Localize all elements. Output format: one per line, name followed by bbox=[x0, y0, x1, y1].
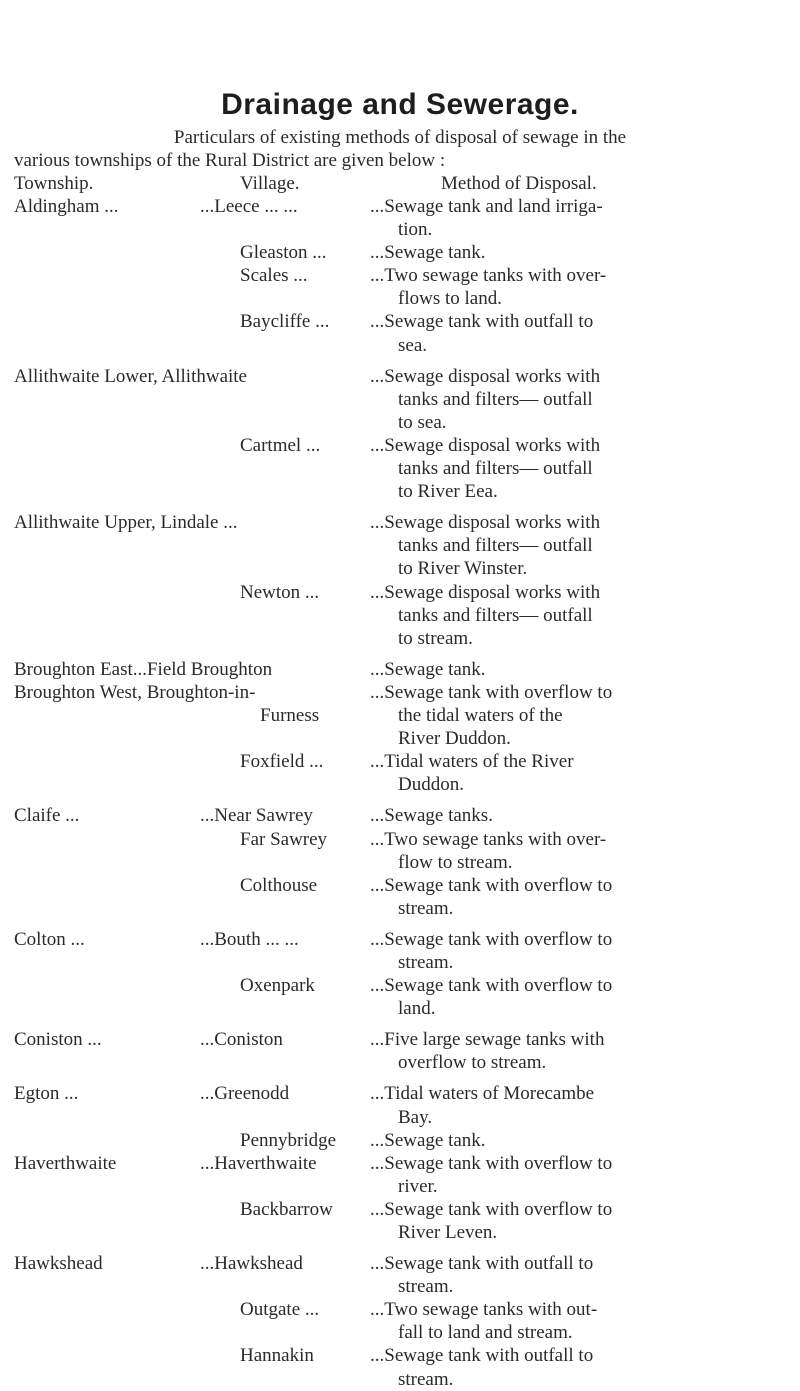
method-line: stream. bbox=[398, 897, 454, 919]
method-line: stream. bbox=[398, 1276, 454, 1298]
table-row bbox=[0, 1028, 800, 1074]
method-line: ...Two sewage tanks with out- bbox=[370, 1299, 598, 1321]
method-line: stream. bbox=[398, 1368, 454, 1390]
method-line: ...Sewage tank with outfall to bbox=[370, 1253, 594, 1275]
method-line: ...Sewage tank. bbox=[370, 242, 486, 264]
method-line: fall to land and stream. bbox=[398, 1322, 573, 1344]
method-line: ...Sewage tank. bbox=[370, 658, 486, 680]
village-cell: ...Haverthwaite bbox=[200, 1152, 317, 1174]
method-line: tanks and filters— outfall bbox=[398, 604, 593, 626]
table-row bbox=[0, 511, 800, 580]
method-line: River Leven. bbox=[398, 1222, 498, 1244]
table-row bbox=[0, 928, 800, 974]
township-cell: Claife ... bbox=[14, 805, 80, 827]
method-line: ...Sewage tank. bbox=[370, 1129, 486, 1151]
method-cell bbox=[370, 581, 790, 650]
column-header-township: Township. bbox=[14, 173, 94, 194]
method-cell bbox=[370, 310, 790, 356]
method-cell bbox=[370, 511, 790, 580]
method-cell bbox=[370, 928, 790, 974]
method-cell bbox=[370, 264, 790, 310]
table-row bbox=[0, 1298, 800, 1344]
method-line: Duddon. bbox=[398, 774, 464, 796]
table-row bbox=[0, 365, 800, 434]
village-cell: Hannakin bbox=[240, 1345, 314, 1367]
table-row bbox=[0, 1344, 800, 1390]
township-cell: Hawkshead bbox=[14, 1253, 103, 1275]
method-cell bbox=[370, 1344, 790, 1390]
village-cell: Newton ... bbox=[240, 581, 320, 603]
method-cell bbox=[370, 195, 790, 241]
method-line: stream. bbox=[398, 951, 454, 973]
table-row bbox=[0, 264, 800, 310]
method-cell bbox=[370, 1129, 790, 1152]
intro-line: various townships of the Rural District are given below : bbox=[14, 150, 446, 171]
intro-paragraph bbox=[0, 126, 800, 172]
method-line: tanks and filters— outfall bbox=[398, 458, 593, 480]
method-line: ...Sewage tank with outfall to bbox=[370, 311, 594, 333]
method-line: the tidal waters of the bbox=[398, 705, 563, 727]
table-row bbox=[0, 828, 800, 874]
method-line: ...Two sewage tanks with over- bbox=[370, 265, 607, 287]
method-line: overflow to stream. bbox=[398, 1052, 547, 1074]
method-line: ...Sewage tank with outfall to bbox=[370, 1345, 594, 1367]
page-title: Drainage and Sewerage. bbox=[221, 88, 579, 121]
table-row bbox=[0, 1082, 800, 1128]
village-cell: Cartmel ... bbox=[240, 434, 321, 456]
village-cell: Backbarrow bbox=[240, 1198, 333, 1220]
method-cell bbox=[370, 804, 790, 827]
method-line: ...Sewage tank with overflow to bbox=[370, 1198, 613, 1220]
method-cell bbox=[370, 241, 790, 264]
method-line: tion. bbox=[398, 219, 433, 241]
township-cell: Aldingham ... bbox=[14, 196, 119, 217]
method-line: to River Winster. bbox=[398, 558, 528, 580]
method-line: ...Sewage disposal works with bbox=[370, 434, 601, 456]
township-cell: Egton ... bbox=[14, 1083, 79, 1105]
village-cell: Scales ... bbox=[240, 265, 308, 287]
method-cell bbox=[370, 365, 790, 434]
village-cell: Pennybridge bbox=[240, 1129, 337, 1151]
village-cell: ...Greenodd bbox=[200, 1083, 290, 1105]
method-line: tanks and filters— outfall bbox=[398, 535, 593, 557]
column-header-village: Village. bbox=[240, 173, 300, 194]
disposal-table bbox=[0, 195, 800, 1391]
method-line: ...Sewage disposal works with bbox=[370, 365, 601, 387]
method-line: ...Sewage disposal works with bbox=[370, 512, 601, 534]
intro-line: Particulars of existing methods of disposal of sewage in the bbox=[173, 127, 627, 148]
method-cell bbox=[370, 658, 790, 681]
township-cell: Haverthwaite bbox=[14, 1152, 117, 1174]
method-cell bbox=[370, 681, 790, 750]
method-cell bbox=[370, 1198, 790, 1244]
method-line: ...Tidal waters of Morecambe bbox=[370, 1083, 595, 1105]
village-cell: Outgate ... bbox=[240, 1299, 320, 1321]
method-line: sea. bbox=[398, 334, 428, 356]
table-row bbox=[0, 658, 800, 681]
method-line: flows to land. bbox=[398, 288, 502, 310]
method-line: ...Sewage tank with overflow to bbox=[370, 928, 613, 950]
method-cell bbox=[370, 434, 790, 503]
method-cell bbox=[370, 974, 790, 1020]
method-line: ...Tidal waters of the River bbox=[370, 751, 574, 773]
method-cell bbox=[370, 828, 790, 874]
table-row bbox=[0, 681, 800, 750]
township-cell: Broughton West, Broughton-in- bbox=[14, 681, 256, 703]
method-line: ...Sewage tanks. bbox=[370, 805, 493, 827]
village-cell: ...Near Sawrey bbox=[200, 805, 313, 827]
method-cell bbox=[370, 1028, 790, 1074]
method-cell bbox=[370, 874, 790, 920]
method-line: Bay. bbox=[398, 1106, 433, 1128]
method-line: to stream. bbox=[398, 627, 473, 649]
method-line: ...Sewage tank with overflow to bbox=[370, 874, 613, 896]
method-cell bbox=[370, 1082, 790, 1128]
village-cell: ...Coniston bbox=[200, 1029, 283, 1051]
method-line: ...Sewage tank with overflow to bbox=[370, 1152, 613, 1174]
method-line: flow to stream. bbox=[398, 851, 513, 873]
table-row bbox=[0, 581, 800, 650]
method-line: ...Sewage tank and land irriga- bbox=[370, 196, 603, 217]
table-row bbox=[0, 195, 800, 241]
table-row bbox=[0, 1252, 800, 1298]
table-row bbox=[0, 750, 800, 796]
township-cell: Broughton East...Field Broughton bbox=[14, 658, 273, 680]
method-line: river. bbox=[398, 1175, 438, 1197]
column-header-method: Method of Disposal. bbox=[441, 173, 597, 194]
method-line: ...Sewage tank with overflow to bbox=[370, 975, 613, 997]
village-cell-continued: Furness bbox=[260, 705, 320, 727]
method-cell bbox=[370, 1298, 790, 1344]
village-cell: Colthouse bbox=[240, 874, 318, 896]
method-line: ...Sewage tank with overflow to bbox=[370, 681, 613, 703]
method-line: to River Eea. bbox=[398, 481, 498, 503]
method-cell bbox=[370, 1152, 790, 1198]
village-cell: ...Leece ... ... bbox=[200, 196, 298, 217]
village-cell: Far Sawrey bbox=[240, 828, 328, 850]
table-row bbox=[0, 310, 800, 356]
method-line: land. bbox=[398, 998, 436, 1020]
method-line: River Duddon. bbox=[398, 728, 511, 750]
method-line: to sea. bbox=[398, 411, 447, 433]
table-row bbox=[0, 241, 800, 264]
method-line: ...Sewage disposal works with bbox=[370, 581, 601, 603]
table-row bbox=[0, 1198, 800, 1244]
township-cell: Allithwaite Upper, Lindale ... bbox=[14, 512, 238, 534]
village-cell: Foxfield ... bbox=[240, 751, 324, 773]
township-cell: Coniston ... bbox=[14, 1029, 102, 1051]
method-line: ...Two sewage tanks with over- bbox=[370, 828, 607, 850]
table-row bbox=[0, 1152, 800, 1198]
table-row bbox=[0, 804, 800, 827]
table-row bbox=[0, 1129, 800, 1152]
table-row bbox=[0, 434, 800, 503]
village-cell: ...Hawkshead bbox=[200, 1253, 303, 1275]
township-cell: Allithwaite Lower, Allithwaite bbox=[14, 365, 247, 387]
village-cell: Gleaston ... bbox=[240, 242, 327, 264]
table-row bbox=[0, 974, 800, 1020]
method-cell bbox=[370, 750, 790, 796]
method-cell bbox=[370, 1252, 790, 1298]
method-line: tanks and filters— outfall bbox=[398, 388, 593, 410]
village-cell: ...Bouth ... ... bbox=[200, 928, 299, 950]
table-row bbox=[0, 874, 800, 920]
method-line: ...Five large sewage tanks with bbox=[370, 1029, 605, 1051]
township-cell: Colton ... bbox=[14, 928, 85, 950]
village-cell: Baycliffe ... bbox=[240, 311, 330, 333]
village-cell: Oxenpark bbox=[240, 975, 315, 997]
